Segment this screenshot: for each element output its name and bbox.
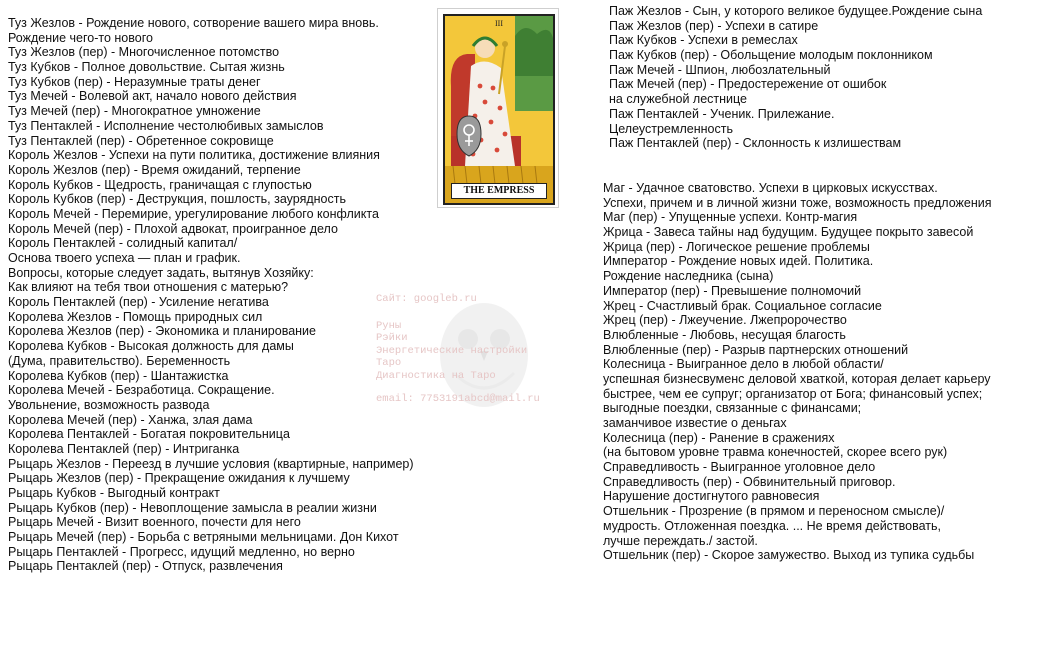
empress-figure-illustration <box>445 16 553 203</box>
text-line: Рыцарь Пентаклей (пер) - Отпуск, развлечения <box>8 559 283 574</box>
text-line: Король Пентаклей (пер) - Усиление негатива <box>8 295 269 310</box>
text-line: Целеустремленность <box>609 121 733 136</box>
text-line: Король Мечей (пер) - Плохой адвокат, проигранное дело <box>8 221 338 236</box>
text-line: Король Кубков - Щедрость, граничащая с глупостью <box>8 177 312 192</box>
text-line: Нарушение достигнутого равновесия <box>603 489 820 504</box>
text-line: Рыцарь Жезлов (пер) - Прекращение ожидания к лучшему <box>8 471 350 486</box>
watermark-line: Диагностика на Таро <box>376 369 496 382</box>
watermark-email: email: 7753191abcd@mail.ru <box>376 393 540 405</box>
text-line: Как влияют на тебя твои отношения с матерью? <box>8 280 289 295</box>
text-line: на служебной лестнице <box>609 92 747 107</box>
left-text-column <box>8 16 414 574</box>
text-line: Колесница (пер) - Ранение в сражениях <box>603 430 835 445</box>
text-line: Маг (пер) - Упущенные успехи. Контр-магия <box>603 210 858 225</box>
text-line: Королева Пентаклей - Богатая покровительница <box>8 427 290 442</box>
text-line: Туз Пентаклей (пер) - Обретенное сокровище <box>8 133 274 148</box>
text-line: Туз Мечей - Волевой акт, начало нового действия <box>8 89 297 104</box>
text-line: Король Пентаклей - солидный капитал/ <box>8 236 238 251</box>
text-line: Влюбленные (пер) - Разрыв партнерских отношений <box>603 342 909 357</box>
text-line: Королева Мечей - Безработица. Сокращение. <box>8 383 275 398</box>
watermark-site: Сайт: googleb.ru <box>376 293 477 305</box>
text-line: Влюбленные - Любовь, несущая благость <box>603 327 846 342</box>
text-line: Маг - Удачное сватовство. Успехи в цирковых искусствах. <box>603 181 938 195</box>
text-line: Королева Мечей (пер) - Ханжа, злая дама <box>8 412 253 427</box>
text-line: Туз Кубков - Полное довольствие. Сытая жизнь <box>8 60 285 75</box>
watermark-line: Энергетические настройки <box>376 344 528 357</box>
text-line: лучше переждать./ застой. <box>603 533 758 548</box>
text-line: Король Жезлов - Успехи на пути политика, достижение влияния <box>8 148 380 163</box>
watermark-line: Рэйки <box>376 332 408 345</box>
text-line: Успехи, причем и в личной жизни тоже, возможность предложения <box>603 195 992 210</box>
right-top-text-column <box>609 4 982 151</box>
text-line: Рыцарь Кубков (пер) - Невоплощение замысла в реалии жизни <box>8 500 377 515</box>
text-line: Император (пер) - Превышение полномочий <box>603 283 862 298</box>
text-line: Королева Кубков - Высокая должность для дамы <box>8 339 294 354</box>
right-bottom-text-column <box>603 181 992 563</box>
text-line: Рыцарь Кубков - Выгодный контракт <box>8 486 220 500</box>
text-line: выгодные поездки, связанные с финансами; <box>603 401 862 416</box>
text-line: Рождение чего-то нового <box>8 30 153 45</box>
text-line: Рождение наследника (сына) <box>603 269 774 284</box>
text-line: Король Жезлов (пер) - Время ожиданий, терпение <box>8 162 301 177</box>
text-line: Отшельник (пер) - Скорое замужество. Выход из тупика судьбы <box>603 548 975 563</box>
watermark-lines <box>376 320 527 382</box>
text-line: (Дума, правительство). Беременность <box>8 353 231 368</box>
text-line: мудрость. Отложенная поездка. ... Не время действовать, <box>603 518 941 533</box>
text-line: Король Мечей - Перемирие, урегулирование любого конфликта <box>8 206 379 221</box>
text-line: Справедливость - Выигранное уголовное дело <box>603 460 876 475</box>
text-line: заманчивое известие о деньгах <box>603 416 787 430</box>
text-line: Колесница - Выигранное дело в любой области/ <box>603 357 884 372</box>
text-line: Королева Кубков (пер) - Шантажистка <box>8 368 229 383</box>
text-line: (на бытовом уровне травма конечностей, скорее всего рук) <box>603 445 948 460</box>
text-line: Туз Жезлов (пер) - Многочисленное потомство <box>8 45 280 60</box>
text-line: быстрее, чем ее супруг; организатор от Бога; финансовый успех; <box>603 386 983 401</box>
text-line: Туз Мечей (пер) - Многократное умножение <box>8 104 261 119</box>
card-title: THE EMPRESS <box>451 183 547 199</box>
text-line: Император - Рождение новых идей. Политика. <box>603 254 874 269</box>
watermark <box>376 293 554 411</box>
empress-tarot-card <box>437 8 559 208</box>
text-line: Король Кубков (пер) - Деструкция, пошлость, заурядность <box>8 192 346 207</box>
text-line: Рыцарь Мечей - Визит военного, почести для него <box>8 515 301 530</box>
card-illustration <box>443 14 555 205</box>
text-line: Королева Жезлов (пер) - Экономика и планирование <box>8 324 316 339</box>
text-line: Туз Пентаклей - Исполнение честолюбивых замыслов <box>8 118 324 133</box>
text-line: Основа твоего успеха — план и график. <box>8 251 241 265</box>
watermark-line: Таро <box>376 357 402 370</box>
text-line: Паж Жезлов (пер) - Успехи в сатире <box>609 18 819 33</box>
text-line: успешная бизнесвуменс деловой хваткой, которая делает карьеру <box>603 371 991 386</box>
text-line: Справедливость (пер) - Обвинительный приговор. <box>603 474 896 489</box>
text-line: Вопросы, которые следует задать, вытянув Хозяйку: <box>8 265 314 280</box>
card-number: III <box>495 19 503 28</box>
text-line: Жрец (пер) - Лжеучение. Лжепророчество <box>603 313 847 328</box>
text-line: Паж Кубков (пер) - Обольщение молодым поклонником <box>609 48 933 63</box>
text-line: Туз Кубков (пер) - Неразумные траты денег <box>8 74 261 89</box>
text-line: Рыцарь Мечей (пер) - Борьба с ветряными мельницами. Дон Кихот <box>8 530 399 545</box>
text-line: Паж Пентаклей - Ученик. Прилежание. <box>609 106 835 121</box>
text-line: Жрица - Завеса тайны над будущим. Будущее покрыто завесой <box>603 225 974 240</box>
text-line: Паж Мечей (пер) - Предостережение от ошибок <box>609 77 887 92</box>
text-line: Паж Мечей - Шпион, любозлательный <box>609 62 831 77</box>
text-line: Королева Пентаклей (пер) - Интриганка <box>8 441 240 456</box>
text-line: Туз Жезлов - Рождение нового, сотворение вашего мира вновь. <box>8 16 379 30</box>
text-line: Отшельник - Прозрение (в прямом и переносном смысле)/ <box>603 504 945 519</box>
text-line: Рыцарь Пентаклей - Прогресс, идущий медленно, но верно <box>8 544 355 559</box>
text-line: Жрица (пер) - Логическое решение проблемы <box>603 239 870 254</box>
text-line: Королева Жезлов - Помощь природных сил <box>8 309 263 324</box>
text-line: Увольнение, возможность развода <box>8 397 210 412</box>
text-line: Паж Пентаклей (пер) - Склонность к излишествам <box>609 136 902 151</box>
text-line: Паж Жезлов - Сын, у которого великое будущее.Рождение сына <box>609 4 983 18</box>
watermark-line: Руны <box>376 320 402 332</box>
text-line: Жрец - Счастливый брак. Социальное согласие <box>603 298 882 313</box>
text-line: Паж Кубков - Успехи в ремеслах <box>609 33 798 48</box>
text-line: Рыцарь Жезлов - Переезд в лучшие условия (квартирные, например) <box>8 456 414 471</box>
